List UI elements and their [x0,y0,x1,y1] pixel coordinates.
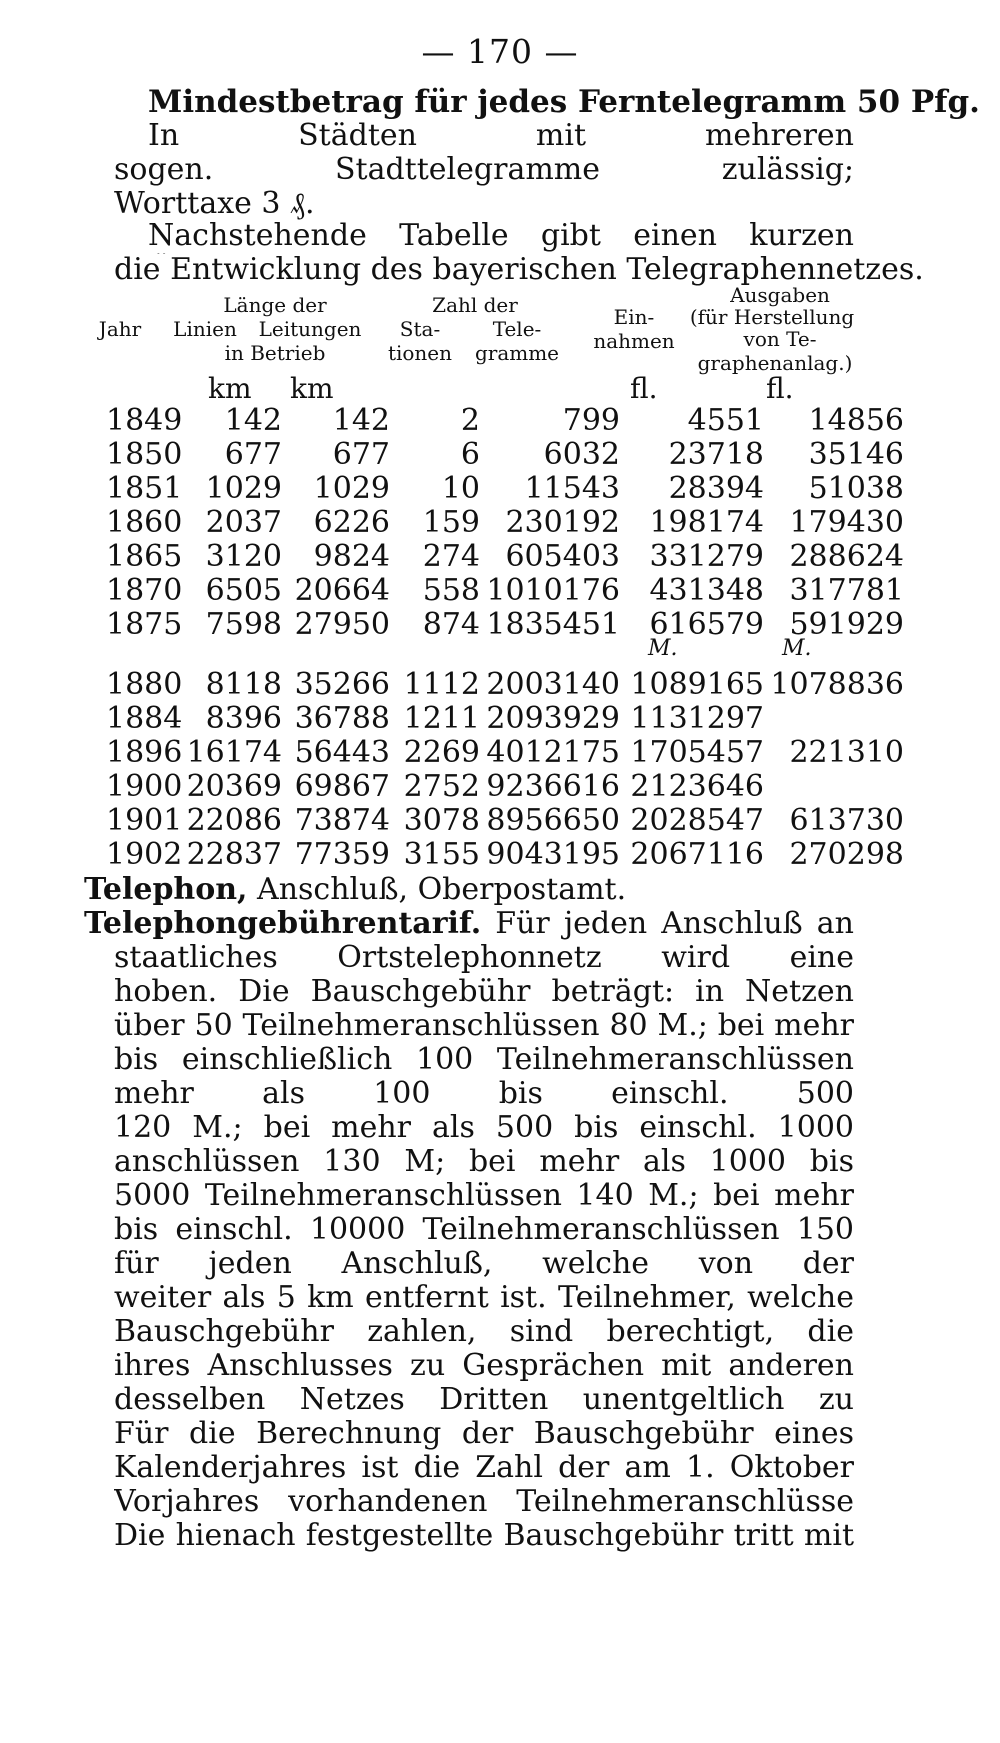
cell-leitungen: 73874 [294,803,390,838]
table-row [0,540,1000,574]
cell-leitungen: 27950 [294,607,390,642]
tarif-line: Für die Berechnung der Bauschgebühr eines [114,1416,854,1451]
cell-year: 1870 [106,573,183,608]
header-stationen-2: tionen [387,341,453,365]
cell-leitungen: 1029 [313,471,390,506]
header-ausgaben: Ausgaben [730,283,830,307]
table-row [0,804,1000,838]
cell-linien: 8118 [205,667,282,702]
telephon-heading-rest: Anschluß, Oberpostamt. [247,872,627,907]
cell-stationen: 3078 [403,803,480,838]
tarif-line: Bauschgebühr zahlen, sind berechtigt, die [114,1314,854,1349]
cell-stationen: 2 [460,403,480,438]
header-laenge-group: Länge der [223,293,327,317]
cell-einnahmen: 198174 [649,505,764,540]
cell-telegramme: 1010176 [486,573,620,608]
cell-telegramme: 9043195 [486,837,620,872]
cell-telegramme: 230192 [505,505,620,540]
tarif-line: mehr als 100 bis einschl. 500 [114,1076,854,1111]
intro-line: die Entwicklung des bayerischen Telegraphennetzes. [114,252,924,287]
table-row [0,668,1000,702]
cell-telegramme: 2093929 [486,701,620,736]
header-zahl-group: Zahl der [432,293,518,317]
tarif-line: 120 M.; bei mehr als 500 bis einschl. 1000 [114,1110,854,1145]
header-linien: Linien [173,317,237,341]
cell-year: 1849 [106,403,183,438]
cell-ausgaben: 591929 [789,607,904,642]
cell-leitungen: 142 [332,403,390,438]
cell-leitungen: 9824 [313,539,390,574]
intro-line: Worttaxe 3 ₰. [114,186,315,221]
cell-stationen: 3155 [403,837,480,872]
table-row [0,608,1000,642]
header-jahr: Jahr [98,317,142,341]
intro-line: sogen. Stadttelegramme zulässig; [114,152,854,187]
table-row [0,770,1000,804]
cell-leitungen: 56443 [294,735,390,770]
table-row [0,506,1000,540]
cell-ausgaben: 179430 [789,505,904,540]
header-ausgaben-2: (für Herstellung [689,305,855,329]
header-leitungen: Leitungen [258,317,362,341]
cell-stationen: 1112 [403,667,480,702]
header-ausgaben-3: von Te- [743,327,817,351]
minimum-fee-line: Mindestbetrag für jedes Ferntelegramm 50 Pfg. [148,84,980,120]
telephon-heading [84,872,626,908]
cell-stationen: 874 [422,607,480,642]
cell-linien: 8396 [205,701,282,736]
cell-linien: 3120 [205,539,282,574]
cell-einnahmen: 2067116 [630,837,764,872]
cell-einnahmen: 1705457 [630,735,764,770]
tarif-line: für jeden Anschluß, welche von der [114,1246,854,1281]
tarif-line: hoben. Die Bauschgebühr beträgt: in Netzen [114,974,854,1009]
tarif-line: 5000 Teilnehmeranschlüssen 140 M.; bei mehr [114,1178,854,1213]
cell-ausgaben: 613730 [789,803,904,838]
cell-year: 1901 [106,803,183,838]
cell-linien: 16174 [186,735,282,770]
header-in-betrieb: in Betrieb [224,341,326,365]
tarif-first-line-rest: Für jeden Anschluß an [495,906,854,941]
cell-einnahmen: 2123646 [630,769,764,804]
cell-ausgaben: 221310 [789,735,904,770]
cell-linien: 142 [224,403,282,438]
header-einnahmen: Ein- [613,305,655,329]
cell-telegramme: 11543 [524,471,620,506]
cell-linien: 2037 [205,505,282,540]
cell-year: 1884 [106,701,183,736]
cell-ausgaben: 288624 [789,539,904,574]
cell-linien: 22837 [186,837,282,872]
cell-stationen: 274 [422,539,480,574]
cell-einnahmen: 616579 [649,607,764,642]
cell-einnahmen: 1089165 [630,667,764,702]
tarif-line: Kalenderjahres ist die Zahl der am 1. Oktober [114,1450,854,1485]
intro-line: In Städten mit mehreren [148,118,854,153]
cell-einnahmen: 331279 [649,539,764,574]
cell-year: 1880 [106,667,183,702]
cell-telegramme: 8956650 [486,803,620,838]
header-ausgaben-4: graphenanlag.) [697,351,853,375]
table-row [0,838,1000,872]
unit-km: km [290,372,334,405]
table-row [0,702,1000,736]
unit-mark: M. [648,636,678,661]
cell-leitungen: 677 [332,437,390,472]
header-einnahmen-2: nahmen [593,329,675,353]
cell-ausgaben: 270298 [789,837,904,872]
tarif-heading: Telephongebührentarif. [84,906,482,941]
cell-year: 1865 [106,539,183,574]
cell-linien: 22086 [186,803,282,838]
intro-line: Nachstehende Tabelle gibt einen kurzen [148,218,854,253]
cell-leitungen: 69867 [294,769,390,804]
table-row [0,736,1000,770]
tarif-first-line [84,906,854,942]
tarif-line: bis einschließlich 100 Teilnehmeranschlüssen [114,1042,854,1077]
cell-year: 1902 [106,837,183,872]
cell-telegramme: 605403 [505,539,620,574]
cell-stationen: 2269 [403,735,480,770]
unit-mark: M. [782,636,812,661]
cell-year: 1896 [106,735,183,770]
cell-einnahmen: 431348 [649,573,764,608]
tarif-line: desselben Netzes Dritten unentgeltlich zu [114,1382,854,1417]
cell-year: 1875 [106,607,183,642]
cell-einnahmen: 4551 [687,403,764,438]
cell-stationen: 10 [441,471,480,506]
unit-fl: fl. [766,372,794,405]
cell-year: 1851 [106,471,183,506]
tarif-line: ihres Anschlusses zu Gesprächen mit anderen [114,1348,854,1383]
tarif-line: anschlüssen 130 M; bei mehr als 1000 bis [114,1144,854,1179]
header-telegramme: Tele- [492,317,542,341]
tarif-line: Vorjahres vorhandenen Teilnehmeranschlüsse [114,1484,854,1519]
cell-year: 1900 [106,769,183,804]
cell-year: 1860 [106,505,183,540]
cell-leitungen: 35266 [294,667,390,702]
cell-ausgaben: 1078836 [770,667,904,702]
cell-telegramme: 9236616 [486,769,620,804]
tarif-line: über 50 Teilnehmeranschlüssen 80 M.; bei mehr [114,1008,854,1043]
table-row [0,472,1000,506]
cell-einnahmen: 1131297 [630,701,764,736]
table-row [0,438,1000,472]
header-telegramme-2: gramme [474,341,560,365]
unit-km: km [208,372,252,405]
tarif-line: Die hienach festgestellte Bauschgebühr tritt mit [114,1518,854,1553]
cell-stationen: 2752 [403,769,480,804]
cell-linien: 677 [224,437,282,472]
cell-stationen: 558 [422,573,480,608]
table-row [0,574,1000,608]
tarif-line: staatliches Ortstelephonnetz wird eine [114,940,854,975]
telephon-heading-bold: Telephon, [84,872,248,907]
cell-stationen: 6 [460,437,480,472]
cell-stationen: 1211 [403,701,480,736]
cell-stationen: 159 [422,505,480,540]
table-row [0,404,1000,438]
cell-linien: 1029 [205,471,282,506]
tarif-line: weiter als 5 km entfernt ist. Teilnehmer, welche [114,1280,854,1315]
cell-einnahmen: 2028547 [630,803,764,838]
page-number: — 170 — [421,32,579,71]
cell-year: 1850 [106,437,183,472]
header-stationen: Sta- [399,317,441,341]
cell-telegramme: 6032 [543,437,620,472]
cell-ausgaben: 51038 [808,471,904,506]
cell-telegramme: 799 [562,403,620,438]
cell-ausgaben: 14856 [808,403,904,438]
cell-linien: 20369 [186,769,282,804]
cell-ausgaben: 35146 [808,437,904,472]
tarif-line: bis einschl. 10000 Teilnehmeranschlüssen 150 [114,1212,854,1247]
cell-ausgaben: 317781 [789,573,904,608]
cell-einnahmen: 28394 [668,471,764,506]
cell-leitungen: 36788 [294,701,390,736]
cell-linien: 7598 [205,607,282,642]
unit-fl: fl. [630,372,658,405]
cell-telegramme: 1835451 [486,607,620,642]
cell-telegramme: 4012175 [486,735,620,770]
cell-einnahmen: 23718 [668,437,764,472]
cell-leitungen: 77359 [294,837,390,872]
cell-linien: 6505 [205,573,282,608]
cell-leitungen: 20664 [294,573,390,608]
cell-leitungen: 6226 [313,505,390,540]
cell-telegramme: 2003140 [486,667,620,702]
